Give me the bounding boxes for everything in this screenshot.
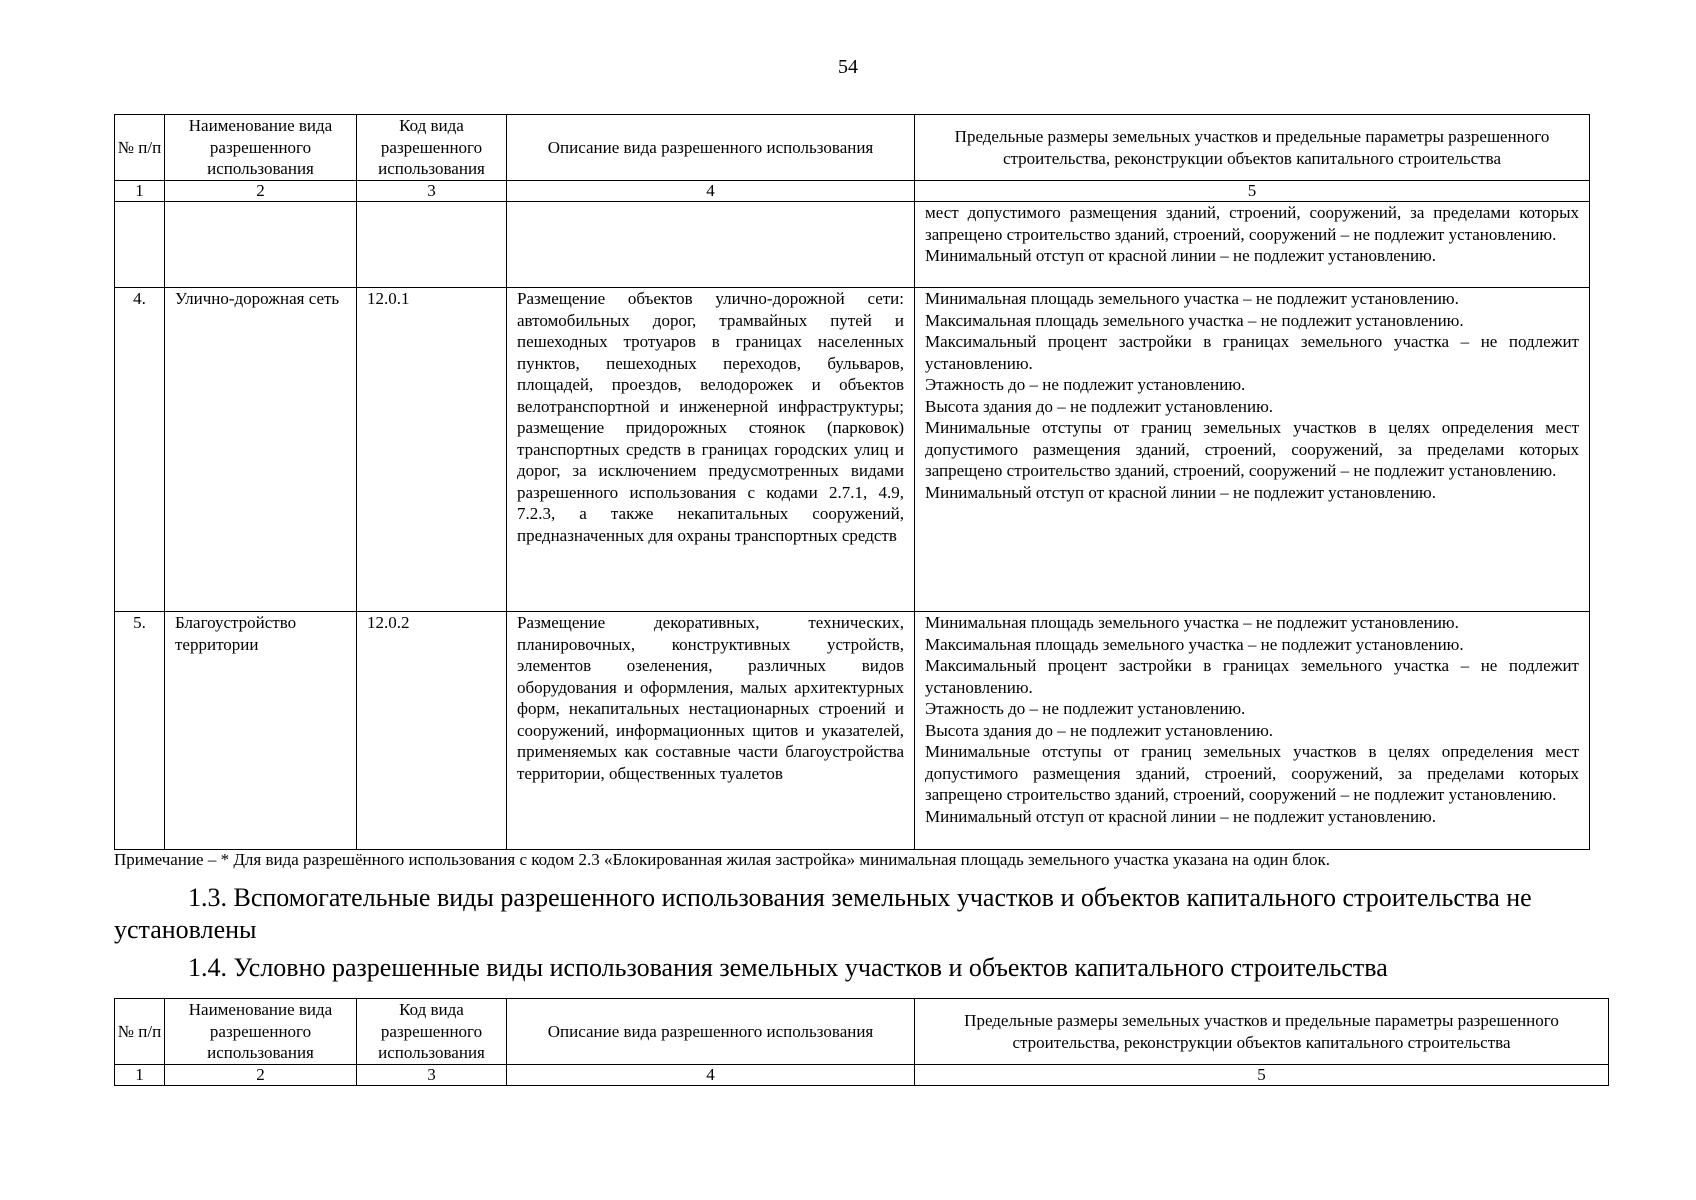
permitted-use-table — [114, 114, 1590, 850]
use-description: Размещение декоративных, технических, планировочных, конструктивных устройств, элементов озеленения, различных видов оборудования и оформления, малых архитектурных форм, некапитальных нестационарных строений и сооружений, информационных щитов и указателей, применяемых как составные части благоустройства территории, общественных туалетов — [507, 612, 915, 850]
table-row — [115, 288, 1590, 612]
use-code: 12.0.2 — [357, 612, 507, 850]
parameters-cell — [915, 612, 1590, 850]
header-use-name: Наименование вида разрешенного использования — [165, 999, 357, 1065]
table-header-row — [115, 999, 1609, 1065]
header-parameters: Предельные размеры земельных участков и предельные параметры разрешенного строительства, реконструкции объектов капитального строительства — [915, 115, 1590, 181]
column-number: 5 — [915, 1065, 1609, 1086]
parameter-line: Максимальный процент застройки в границах земельного участка – не подлежит установлению. — [925, 332, 1579, 373]
header-use-description: Описание вида разрешенного использования — [507, 999, 915, 1065]
row-number: 5. — [115, 612, 165, 850]
header-number: № п/п — [115, 999, 165, 1065]
parameter-line: Минимальные отступы от границ земельных участков в целях определения мест допустимого размещения зданий, строений, сооружений, за пределами которых запрещено строительство зданий, строений, сооружений – не подлежит установлению. — [925, 742, 1579, 804]
header-number: № п/п — [115, 115, 165, 181]
parameter-line: Минимальная площадь земельного участка – не подлежит установлению. — [925, 289, 1459, 308]
column-number: 4 — [507, 181, 915, 202]
column-number-row — [115, 1065, 1609, 1086]
parameter-line: Высота здания до – не подлежит установлению. — [925, 396, 1274, 416]
use-name: Улично-дорожная сеть — [165, 288, 357, 612]
use-code: 12.0.1 — [357, 288, 507, 612]
section-heading-1-4: 1.4. Условно разрешенные виды использования земельных участков и объектов капитального строительства — [188, 953, 1388, 982]
column-number: 3 — [357, 181, 507, 202]
header-use-description: Описание вида разрешенного использования — [507, 115, 915, 181]
parameter-line: Минимальный отступ от красной линии – не подлежит установлению. — [925, 806, 1436, 826]
use-name: Благоустройство территории — [165, 612, 357, 850]
column-number: 4 — [507, 1065, 915, 1086]
column-number-row — [115, 181, 1590, 202]
parameter-line: Этажность до – не подлежит установлению. — [925, 699, 1246, 718]
parameter-line: мест допустимого размещения зданий, строений, сооружений, за пределами которых запрещено строительство зданий, строений, сооружений – не подлежит установлению. — [925, 203, 1579, 244]
header-parameters: Предельные размеры земельных участков и предельные параметры разрешенного строительства, реконструкции объектов капитального строительства — [915, 999, 1609, 1065]
column-number: 1 — [115, 181, 165, 202]
table-row — [115, 612, 1590, 850]
parameter-line: Минимальный отступ от красной линии – не подлежит установлению. — [925, 482, 1436, 502]
column-number: 1 — [115, 1065, 165, 1086]
parameter-line: Минимальные отступы от границ земельных участков в целях определения мест допустимого размещения зданий, строений, сооружений, за пределами которых запрещено строительство зданий, строений, сооружений – не подлежит установлению. — [925, 418, 1579, 480]
parameter-line: Максимальная площадь земельного участка – не подлежит установлению. — [925, 634, 1464, 654]
parameters-cell — [915, 288, 1590, 612]
table-header-row — [115, 115, 1590, 181]
parameters-cell — [915, 202, 1590, 288]
section-heading-1-3: 1.3. Вспомогательные виды разрешенного использования земельных участков и объектов капитального строительства не установлены — [114, 883, 1532, 944]
parameter-line: Высота здания до – не подлежит установлению. — [925, 720, 1274, 740]
header-use-code: Код вида разрешенного использования — [357, 115, 507, 181]
header-use-code: Код вида разрешенного использования — [357, 999, 507, 1065]
table-note: Примечание – * Для вида разрешённого использования с кодом 2.3 «Блокированная жилая застройка» минимальная площадь земельного участка указана на один блок. — [114, 850, 1331, 869]
column-number: 2 — [165, 181, 357, 202]
conditional-use-table — [114, 998, 1609, 1086]
header-use-name: Наименование вида разрешенного использования — [165, 115, 357, 181]
parameter-line: Максимальная площадь земельного участка – не подлежит установлению. — [925, 310, 1464, 330]
column-number: 5 — [915, 181, 1590, 202]
parameter-line: Максимальный процент застройки в границах земельного участка – не подлежит установлению. — [925, 656, 1579, 697]
parameter-line: Минимальный отступ от красной линии – не подлежит установлению. — [925, 246, 1436, 265]
use-description: Размещение объектов улично-дорожной сети: автомобильных дорог, трамвайных путей и пешеходных тротуаров в границах населенных пунктов, пешеходных переходов, бульваров, площадей, проездов, велодорожек и объектов велотранспортной и инженерной инфраструктуры; размещение придорожных стоянок (парковок) транспортных средств в границах городских улиц и дорог, за исключением предусмотренных видами разрешенного использования с кодами 2.7.1, 4.9, 7.2.3, а также некапитальных сооружений, предназначенных для охраны транспортных средств — [507, 288, 915, 612]
parameter-line: Минимальная площадь земельного участка – не подлежит установлению. — [925, 613, 1459, 632]
table-row-continuation — [115, 202, 1590, 288]
column-number: 2 — [165, 1065, 357, 1086]
row-number: 4. — [115, 288, 165, 612]
column-number: 3 — [357, 1065, 507, 1086]
parameter-line: Этажность до – не подлежит установлению. — [925, 375, 1246, 394]
page-number: 54 — [838, 56, 858, 78]
